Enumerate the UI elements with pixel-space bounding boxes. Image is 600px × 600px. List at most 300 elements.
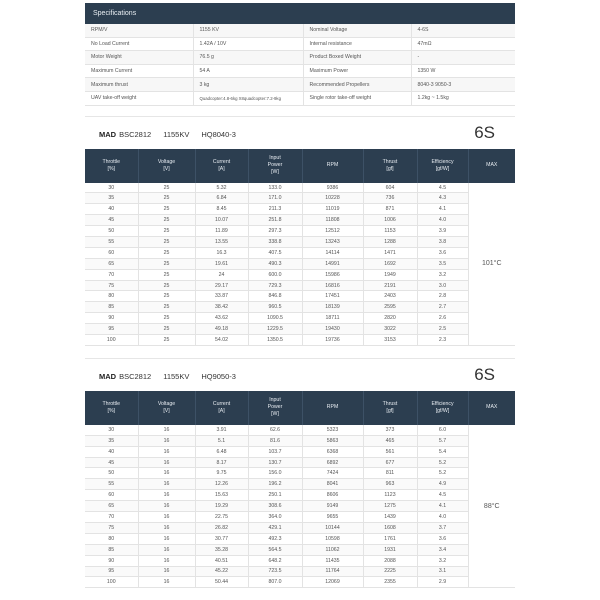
- table-cell: 16: [138, 490, 195, 501]
- table-cell: 70: [85, 269, 138, 280]
- table-cell: 1006: [363, 215, 417, 226]
- table-cell: 25: [138, 226, 195, 237]
- table-cell: 3.8: [417, 237, 468, 248]
- table-cell: 45: [85, 215, 138, 226]
- table-row: [85, 313, 515, 324]
- spec-label: Internal resistance: [303, 37, 411, 51]
- table-cell: 364.0: [248, 512, 302, 523]
- table-cell: 60: [85, 247, 138, 258]
- table-cell: 648.2: [248, 555, 302, 566]
- table-cell: 2225: [363, 566, 417, 577]
- table-cell: 1288: [363, 237, 417, 248]
- table-cell: 1350.5: [248, 335, 302, 346]
- spec-label: Product Boxed Weight: [303, 51, 411, 65]
- table-cell: 16: [138, 522, 195, 533]
- table-cell: 3.5: [417, 258, 468, 269]
- spec-value: 1.2kg ~ 1.5kg: [411, 91, 515, 105]
- table-cell: 8606: [302, 490, 363, 501]
- table-cell: 100: [85, 577, 138, 588]
- table-cell: 19.29: [195, 501, 248, 512]
- table-cell: 90: [85, 555, 138, 566]
- table-cell: 250.1: [248, 490, 302, 501]
- column-header: Throttle [%]: [85, 391, 138, 425]
- table-cell: 846.8: [248, 291, 302, 302]
- table-cell: 3.6: [417, 533, 468, 544]
- table-cell: 6.48: [195, 446, 248, 457]
- spec-value: Quadcopter:4.8-6kg X8quadcopter:7.2-9kg: [193, 91, 303, 105]
- table-cell: 30.77: [195, 533, 248, 544]
- table-cell: 11019: [302, 204, 363, 215]
- test-2-prop: HQ9050-3: [201, 371, 236, 381]
- spec-row: [85, 91, 515, 105]
- table-cell: 1153: [363, 226, 417, 237]
- table-row: [85, 258, 515, 269]
- table-cell: 3.1: [417, 566, 468, 577]
- table-cell: 338.8: [248, 237, 302, 248]
- table-cell: 50: [85, 226, 138, 237]
- table-cell: 9.75: [195, 468, 248, 479]
- table-cell: 65: [85, 258, 138, 269]
- table-row: [85, 291, 515, 302]
- spec-value: 1350 W: [411, 64, 515, 78]
- table-cell: 55: [85, 237, 138, 248]
- table-cell: 80: [85, 291, 138, 302]
- table-cell: 16: [138, 446, 195, 457]
- table-row: [85, 577, 515, 588]
- column-header: MAX: [468, 149, 515, 183]
- column-header: Efficiency [gf/W]: [417, 391, 468, 425]
- table-cell: 8.17: [195, 457, 248, 468]
- column-header: Input Power [W]: [248, 149, 302, 183]
- table-row: [85, 247, 515, 258]
- table-row: [85, 425, 515, 435]
- table-row: [85, 555, 515, 566]
- table-cell: 16.3: [195, 247, 248, 258]
- table-cell: 1608: [363, 522, 417, 533]
- table-cell: 308.6: [248, 501, 302, 512]
- table-cell: 75: [85, 522, 138, 533]
- table-cell: 13.55: [195, 237, 248, 248]
- table-cell: 3153: [363, 335, 417, 346]
- table-cell: 11062: [302, 544, 363, 555]
- table-cell: 3.4: [417, 544, 468, 555]
- table-cell: 30: [85, 425, 138, 435]
- table-cell: 10228: [302, 193, 363, 204]
- table-cell: 4.5: [417, 490, 468, 501]
- table-row: [85, 302, 515, 313]
- spec-label: Single rotor take-off weight: [303, 91, 411, 105]
- table-cell: 19.61: [195, 258, 248, 269]
- test-1-table: [85, 149, 515, 346]
- table-row: [85, 237, 515, 248]
- table-cell: 25: [138, 215, 195, 226]
- column-header: RPM: [302, 149, 363, 183]
- table-cell: 16: [138, 457, 195, 468]
- table-cell: 4.0: [417, 512, 468, 523]
- table-cell: 62.6: [248, 425, 302, 435]
- table-cell: 2.9: [417, 577, 468, 588]
- table-cell: 85: [85, 544, 138, 555]
- table-cell: 5.4: [417, 446, 468, 457]
- column-header: Current [A]: [195, 149, 248, 183]
- table-cell: 963: [363, 479, 417, 490]
- table-cell: 12069: [302, 577, 363, 588]
- table-row: [85, 566, 515, 577]
- spec-value: 8040-3 9050-3: [411, 78, 515, 92]
- table-cell: 100: [85, 335, 138, 346]
- table-cell: 12.26: [195, 479, 248, 490]
- table-cell: 22.75: [195, 512, 248, 523]
- table-cell: 19736: [302, 335, 363, 346]
- test-2-model: BSC2812: [119, 371, 152, 381]
- spec-value: 54 A: [193, 64, 303, 78]
- table-cell: 8041: [302, 479, 363, 490]
- table-cell: 729.3: [248, 280, 302, 291]
- table-cell: 16: [138, 555, 195, 566]
- table-cell: 14991: [302, 258, 363, 269]
- table-cell: 2088: [363, 555, 417, 566]
- column-header: Thrust [gf]: [363, 149, 417, 183]
- table-cell: 11.89: [195, 226, 248, 237]
- table-cell: 6.84: [195, 193, 248, 204]
- table-cell: 25: [138, 237, 195, 248]
- table-cell: 16: [138, 566, 195, 577]
- column-header: Voltage [V]: [138, 391, 195, 425]
- spec-label: Recommended Propellers: [303, 78, 411, 92]
- table-row: [85, 446, 515, 457]
- table-cell: 49.18: [195, 324, 248, 335]
- table-cell: 75: [85, 280, 138, 291]
- table-cell: 95: [85, 324, 138, 335]
- table-cell: 25: [138, 313, 195, 324]
- spec-value: 3 kg: [193, 78, 303, 92]
- table-cell: 807.0: [248, 577, 302, 588]
- table-cell: 492.3: [248, 533, 302, 544]
- table-cell: 17451: [302, 291, 363, 302]
- test-2-title: [85, 358, 515, 391]
- table-cell: 5323: [302, 425, 363, 435]
- table-cell: 5.2: [417, 457, 468, 468]
- table-row: [85, 183, 515, 193]
- table-cell: 80: [85, 533, 138, 544]
- table-cell: 297.3: [248, 226, 302, 237]
- spec-row: [85, 24, 515, 37]
- table-cell: 65: [85, 501, 138, 512]
- table-cell: 2191: [363, 280, 417, 291]
- table-cell: 25: [138, 280, 195, 291]
- table-cell: 3.2: [417, 269, 468, 280]
- table-cell: 130.7: [248, 457, 302, 468]
- test-1-cells: 6S: [474, 122, 495, 142]
- table-row: [85, 324, 515, 335]
- test-2-table: [85, 391, 515, 588]
- table-cell: 3022: [363, 324, 417, 335]
- table-cell: 85: [85, 302, 138, 313]
- table-cell: 171.0: [248, 193, 302, 204]
- table-cell: 95: [85, 566, 138, 577]
- table-cell: 24: [195, 269, 248, 280]
- spec-label: UAV take-off weight: [85, 91, 193, 105]
- table-cell: 16816: [302, 280, 363, 291]
- table-cell: 81.6: [248, 435, 302, 446]
- table-cell: 16: [138, 479, 195, 490]
- table-cell: 2.5: [417, 324, 468, 335]
- table-cell: 70: [85, 512, 138, 523]
- table-row: [85, 457, 515, 468]
- table-cell: 960.5: [248, 302, 302, 313]
- table-cell: 3.91: [195, 425, 248, 435]
- table-cell: 156.0: [248, 468, 302, 479]
- test-1-title: [85, 116, 515, 149]
- table-cell: 16: [138, 501, 195, 512]
- table-cell: 25: [138, 324, 195, 335]
- table-row: [85, 204, 515, 215]
- table-cell: 561: [363, 446, 417, 457]
- table-cell: 604: [363, 183, 417, 193]
- table-cell: 25: [138, 258, 195, 269]
- column-header: Throttle [%]: [85, 149, 138, 183]
- table-cell: 1439: [363, 512, 417, 523]
- table-cell: 196.2: [248, 479, 302, 490]
- table-cell: 871: [363, 204, 417, 215]
- table-cell: 10144: [302, 522, 363, 533]
- table-cell: 5863: [302, 435, 363, 446]
- table-cell: 2.7: [417, 302, 468, 313]
- table-cell: 7424: [302, 468, 363, 479]
- table-row: [85, 269, 515, 280]
- spec-label: RPM/V: [85, 24, 193, 37]
- test-2-brand: MAD: [99, 371, 117, 381]
- table-row: [85, 468, 515, 479]
- spec-value: 1155 KV: [193, 24, 303, 37]
- table-row: [85, 522, 515, 533]
- test-1-prop: HQ8040-3: [201, 129, 236, 139]
- spec-value: 1.42A / 10V: [193, 37, 303, 51]
- table-cell: 9386: [302, 183, 363, 193]
- spec-row: [85, 64, 515, 78]
- table-cell: 3.0: [417, 280, 468, 291]
- column-header: Current [A]: [195, 391, 248, 425]
- table-cell: 3.6: [417, 247, 468, 258]
- table-cell: 35: [85, 193, 138, 204]
- table-cell: 2820: [363, 313, 417, 324]
- spec-label: Nominal Voltage: [303, 24, 411, 37]
- table-cell: 1090.5: [248, 313, 302, 324]
- table-cell: 30: [85, 183, 138, 193]
- spec-label: Motor Weight: [85, 51, 193, 65]
- specifications-header: Specifications: [85, 3, 515, 24]
- table-cell: 723.5: [248, 566, 302, 577]
- table-row: [85, 479, 515, 490]
- table-cell: 40.51: [195, 555, 248, 566]
- table-cell: 15986: [302, 269, 363, 280]
- table-cell: 50.44: [195, 577, 248, 588]
- table-cell: 133.0: [248, 183, 302, 193]
- column-header: MAX: [468, 391, 515, 425]
- table-cell: 1471: [363, 247, 417, 258]
- table-cell: 25: [138, 183, 195, 193]
- table-cell: 33.87: [195, 291, 248, 302]
- table-cell: 373: [363, 425, 417, 435]
- test-2-cells: 6S: [474, 364, 495, 384]
- spec-value: 4-6S: [411, 24, 515, 37]
- table-cell: 15.63: [195, 490, 248, 501]
- table-cell: 16: [138, 468, 195, 479]
- table-cell: 10.07: [195, 215, 248, 226]
- table-cell: 4.1: [417, 204, 468, 215]
- table-cell: 2.3: [417, 335, 468, 346]
- table-cell: 43.62: [195, 313, 248, 324]
- table-row: [85, 226, 515, 237]
- test-1-brand: MAD: [99, 129, 117, 139]
- table-row: [85, 544, 515, 555]
- table-row: [85, 512, 515, 523]
- table-cell: 1229.5: [248, 324, 302, 335]
- table-cell: 811: [363, 468, 417, 479]
- table-cell: 251.8: [248, 215, 302, 226]
- table-cell: 55: [85, 479, 138, 490]
- specifications-table: [85, 24, 515, 106]
- table-cell: 736: [363, 193, 417, 204]
- table-cell: 25: [138, 247, 195, 258]
- table-cell: 1949: [363, 269, 417, 280]
- table-cell: 13243: [302, 237, 363, 248]
- table-cell: 12512: [302, 226, 363, 237]
- table-cell: 25: [138, 302, 195, 313]
- column-header: Voltage [V]: [138, 149, 195, 183]
- table-row: [85, 215, 515, 226]
- table-cell: 1692: [363, 258, 417, 269]
- table-cell: 1275: [363, 501, 417, 512]
- table-cell: 16: [138, 435, 195, 446]
- table-cell: 407.5: [248, 247, 302, 258]
- table-cell: 1931: [363, 544, 417, 555]
- column-header: Efficiency [gf/W]: [417, 149, 468, 183]
- max-temperature: 88°C: [468, 425, 515, 588]
- table-cell: 677: [363, 457, 417, 468]
- table-cell: 2595: [363, 302, 417, 313]
- table-cell: 3.9: [417, 226, 468, 237]
- table-cell: 4.1: [417, 501, 468, 512]
- table-cell: 1761: [363, 533, 417, 544]
- table-cell: 2355: [363, 577, 417, 588]
- spec-label: Maximum Power: [303, 64, 411, 78]
- table-row: [85, 335, 515, 346]
- table-cell: 35: [85, 435, 138, 446]
- table-cell: 4.5: [417, 183, 468, 193]
- spec-value: -: [411, 51, 515, 65]
- column-header: Thrust [gf]: [363, 391, 417, 425]
- table-cell: 16: [138, 544, 195, 555]
- table-cell: 11435: [302, 555, 363, 566]
- spec-row: [85, 78, 515, 92]
- table-cell: 8.45: [195, 204, 248, 215]
- table-cell: 40: [85, 446, 138, 457]
- table-cell: 54.02: [195, 335, 248, 346]
- table-cell: 600.0: [248, 269, 302, 280]
- test-1-model: BSC2812: [119, 129, 152, 139]
- table-cell: 16: [138, 425, 195, 435]
- spec-value: 47mΩ: [411, 37, 515, 51]
- table-cell: 50: [85, 468, 138, 479]
- table-cell: 2.6: [417, 313, 468, 324]
- table-cell: 35.28: [195, 544, 248, 555]
- table-cell: 16: [138, 533, 195, 544]
- table-cell: 9149: [302, 501, 363, 512]
- table-cell: 25: [138, 291, 195, 302]
- table-row: [85, 193, 515, 204]
- table-cell: 5.2: [417, 468, 468, 479]
- table-cell: 4.3: [417, 193, 468, 204]
- table-cell: 3.7: [417, 522, 468, 533]
- table-cell: 25: [138, 335, 195, 346]
- table-cell: 10598: [302, 533, 363, 544]
- table-cell: 4.0: [417, 215, 468, 226]
- max-temperature: 101°C: [468, 183, 515, 346]
- table-cell: 3.2: [417, 555, 468, 566]
- table-cell: 6.0: [417, 425, 468, 435]
- table-cell: 2.8: [417, 291, 468, 302]
- table-cell: 1123: [363, 490, 417, 501]
- spec-label: No Load Current: [85, 37, 193, 51]
- table-row: [85, 435, 515, 446]
- table-cell: 26.82: [195, 522, 248, 533]
- table-cell: 4.9: [417, 479, 468, 490]
- spec-row: [85, 37, 515, 51]
- table-row: [85, 533, 515, 544]
- table-cell: 5.7: [417, 435, 468, 446]
- table-cell: 60: [85, 490, 138, 501]
- test-2-kv: 1155KV: [163, 371, 190, 381]
- table-cell: 2403: [363, 291, 417, 302]
- table-cell: 18711: [302, 313, 363, 324]
- table-cell: 45.22: [195, 566, 248, 577]
- table-cell: 14114: [302, 247, 363, 258]
- table-cell: 16: [138, 577, 195, 588]
- table-cell: 6368: [302, 446, 363, 457]
- table-cell: 25: [138, 269, 195, 280]
- table-cell: 429.1: [248, 522, 302, 533]
- table-cell: 5.32: [195, 183, 248, 193]
- table-cell: 564.5: [248, 544, 302, 555]
- table-cell: 38.42: [195, 302, 248, 313]
- spec-label: Maximum Current: [85, 64, 193, 78]
- table-cell: 29.17: [195, 280, 248, 291]
- spec-row: [85, 51, 515, 65]
- table-cell: 16: [138, 512, 195, 523]
- test-1-kv: 1155KV: [163, 129, 190, 139]
- table-cell: 490.3: [248, 258, 302, 269]
- table-cell: 211.3: [248, 204, 302, 215]
- table-row: [85, 490, 515, 501]
- table-cell: 6892: [302, 457, 363, 468]
- table-cell: 11808: [302, 215, 363, 226]
- table-cell: 103.7: [248, 446, 302, 457]
- table-cell: 45: [85, 457, 138, 468]
- table-row: [85, 280, 515, 291]
- table-cell: 90: [85, 313, 138, 324]
- column-header: Input Power [W]: [248, 391, 302, 425]
- column-header: RPM: [302, 391, 363, 425]
- spec-label: Maximum thrust: [85, 78, 193, 92]
- table-cell: 25: [138, 204, 195, 215]
- spec-sheet: [85, 3, 515, 588]
- table-cell: 9655: [302, 512, 363, 523]
- table-cell: 40: [85, 204, 138, 215]
- table-cell: 18139: [302, 302, 363, 313]
- table-cell: 5.1: [195, 435, 248, 446]
- table-cell: 25: [138, 193, 195, 204]
